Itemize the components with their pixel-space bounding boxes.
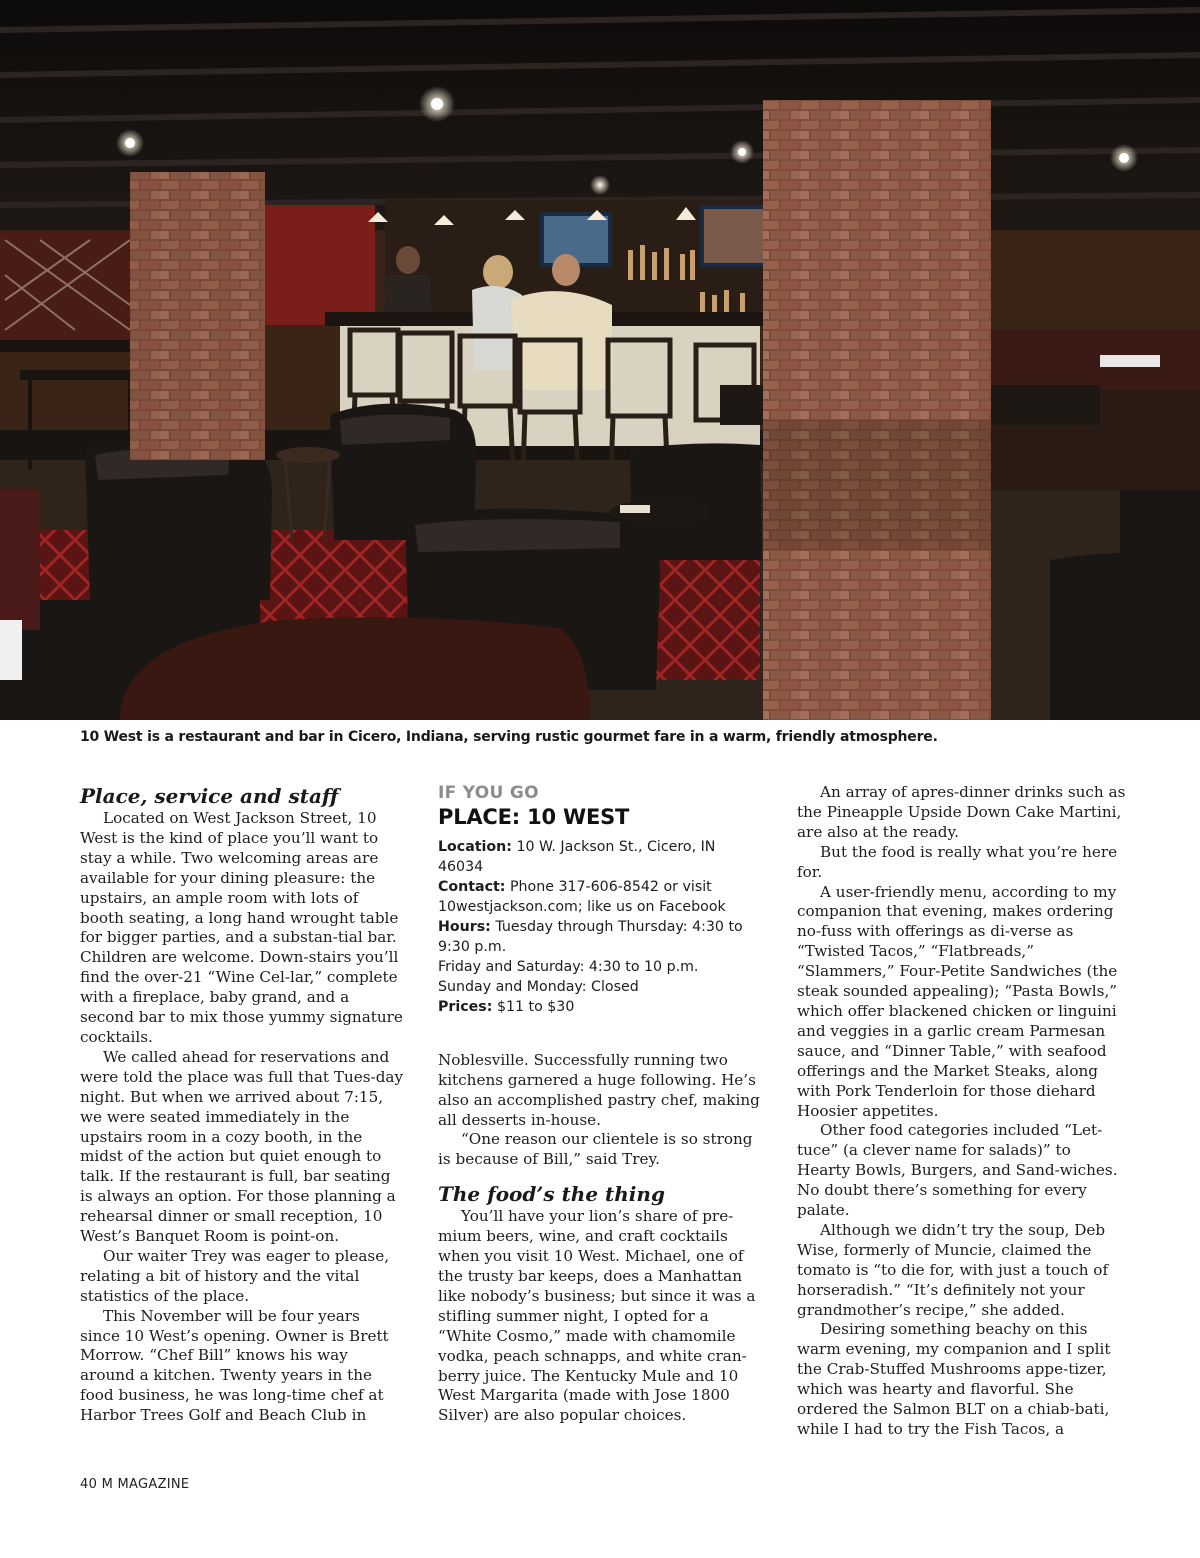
- page-folio: 40 M MAGAZINE: [80, 1477, 190, 1492]
- body-paragraph: But the food is really what you’re here for.: [797, 842, 1118, 881]
- photo-caption: 10 West is a restaurant and bar in Cicero, Indiana, serving rustic gourmet fare in a warm, friendly atmosphere.: [80, 729, 938, 745]
- body-paragraph: This November will be four years since 10 West’s opening. Owner is Brett Morrow. “Chef Bill” knows his way around a kitchen. Twenty years in the food business, he was long-time chef at Harbor Trees Golf and Beach Club in: [80, 1306, 389, 1425]
- body-paragraph: An array of apres-dinner drinks such as the Pineapple Upside Down Cake Martini, are also at the ready.: [797, 783, 1126, 841]
- sidebar-contact: Contact: Phone 317-606-8542 or visit 10westjackson.com; like us on Facebook: [438, 878, 726, 915]
- restaurant-interior-photo: [0, 0, 1200, 720]
- sidebar-kicker: IF YOU GO: [438, 783, 539, 803]
- body-paragraph: A user-friendly menu, according to my companion that evening, makes ordering no-fuss with offerings as di-verse as “Twisted Tacos,” “Flatbreads,” “Slammers,” Four-Petite Sandwiches (the steak sounded appealing); “Pasta Bowls,” which offer blackened chicken or linguini and veggies in a garlic cream Parmesan sauce, and “Dinner Table,” with seafood offerings and the Market Steaks, along with Pork Tenderloin for those diehard Hoosier appetites.: [797, 882, 1118, 1120]
- body-paragraph: Our waiter Trey was eager to please, relating a bit of history and the vital statistics of the place.: [80, 1246, 390, 1305]
- body-paragraph: Desiring something beachy on this warm evening, my companion and I split the Crab-Stuffed Mushrooms appe-tizer, which was hearty and flavorful. She ordered the Salmon BLT on a chiab-bati, while I had to try the Fish Tacos, a: [797, 1320, 1111, 1438]
- body-paragraph: We called ahead for reservations and were told the place was full that Tues-day night. But when we arrived about 7:15, we were seated immediately in the upstairs room in a cozy booth, in the midst of the action but quiet enough to talk. If the restaurant is full, bar seating is always an option. For those planning a rehearsal dinner or small reception, 10 West’s Banquet Room is point-on.: [80, 1047, 404, 1246]
- sidebar-location: Location: 10 W. Jackson St., Cicero, IN 46034: [438, 838, 716, 875]
- sidebar-prices: Prices: $11 to $30: [438, 998, 575, 1015]
- sidebar-hours-weekend: Friday and Saturday: 4:30 to 10 p.m.: [438, 958, 699, 975]
- body-paragraph: “One reason our clientele is so strong is because of Bill,” said Trey.: [438, 1130, 753, 1169]
- body-paragraph: Located on West Jackson Street, 10 West is the kind of place you’ll want to stay a while. Two welcoming areas are available for your dining pleasure: the upstairs, an ample room with lots of booth seating, a long hand wrought table for bigger parties, and a substan-tial bar. Children are welcome. Down-stairs you’ll find the over-21 “Wine Cel-lar,” complete with a fireplace, baby grand, and a second bar to mix those yummy signature cocktails.: [80, 809, 403, 1046]
- sidebar-title: PLACE: 10 WEST: [438, 804, 630, 829]
- article-column-1: [80, 783, 404, 1426]
- sidebar-hours-closed: Sunday and Monday: Closed: [438, 978, 639, 995]
- body-paragraph: Noblesville. Successfully running two kitchens garnered a huge following. He’s also an accomplished pastry chef, making all desserts in-house.: [438, 1050, 760, 1129]
- body-paragraph: Other food categories included “Let-tuce” (a clever name for salads)” to Hearty Bowls, Burgers, and Sand-wiches. No doubt there’s something for every palate.: [797, 1121, 1118, 1220]
- article-column-3: [797, 783, 1127, 1440]
- body-paragraph: You’ll have your lion’s share of pre-mium beers, wine, and craft cocktails when you visit 10 West. Michael, one of the trusty bar keeps, does a Manhattan like nobody’s business; but since it was a stifling summer night, I opted for a “White Cosmo,” made with chamomile vodka, peach schnapps, and white cran-berry juice. The Kentucky Mule and 10 West Margarita (made with Jose 1800 Silver) are also popular choices.: [438, 1207, 756, 1425]
- section-heading: Place, service and staff: [80, 784, 339, 808]
- section-heading: The food’s the thing: [438, 1182, 665, 1207]
- body-paragraph: Although we didn’t try the soup, Deb Wise, formerly of Muncie, claimed the tomato is “to die for, with just a touch of horseradish.” “It’s definitely not your grandmother’s recipe,” she added.: [797, 1220, 1109, 1319]
- article-column-2: [438, 783, 764, 1426]
- sidebar-hours: Hours: Tuesday through Thursday: 4:30 to 9:30 p.m.: [438, 918, 743, 955]
- if-you-go-sidebar: [438, 784, 764, 1017]
